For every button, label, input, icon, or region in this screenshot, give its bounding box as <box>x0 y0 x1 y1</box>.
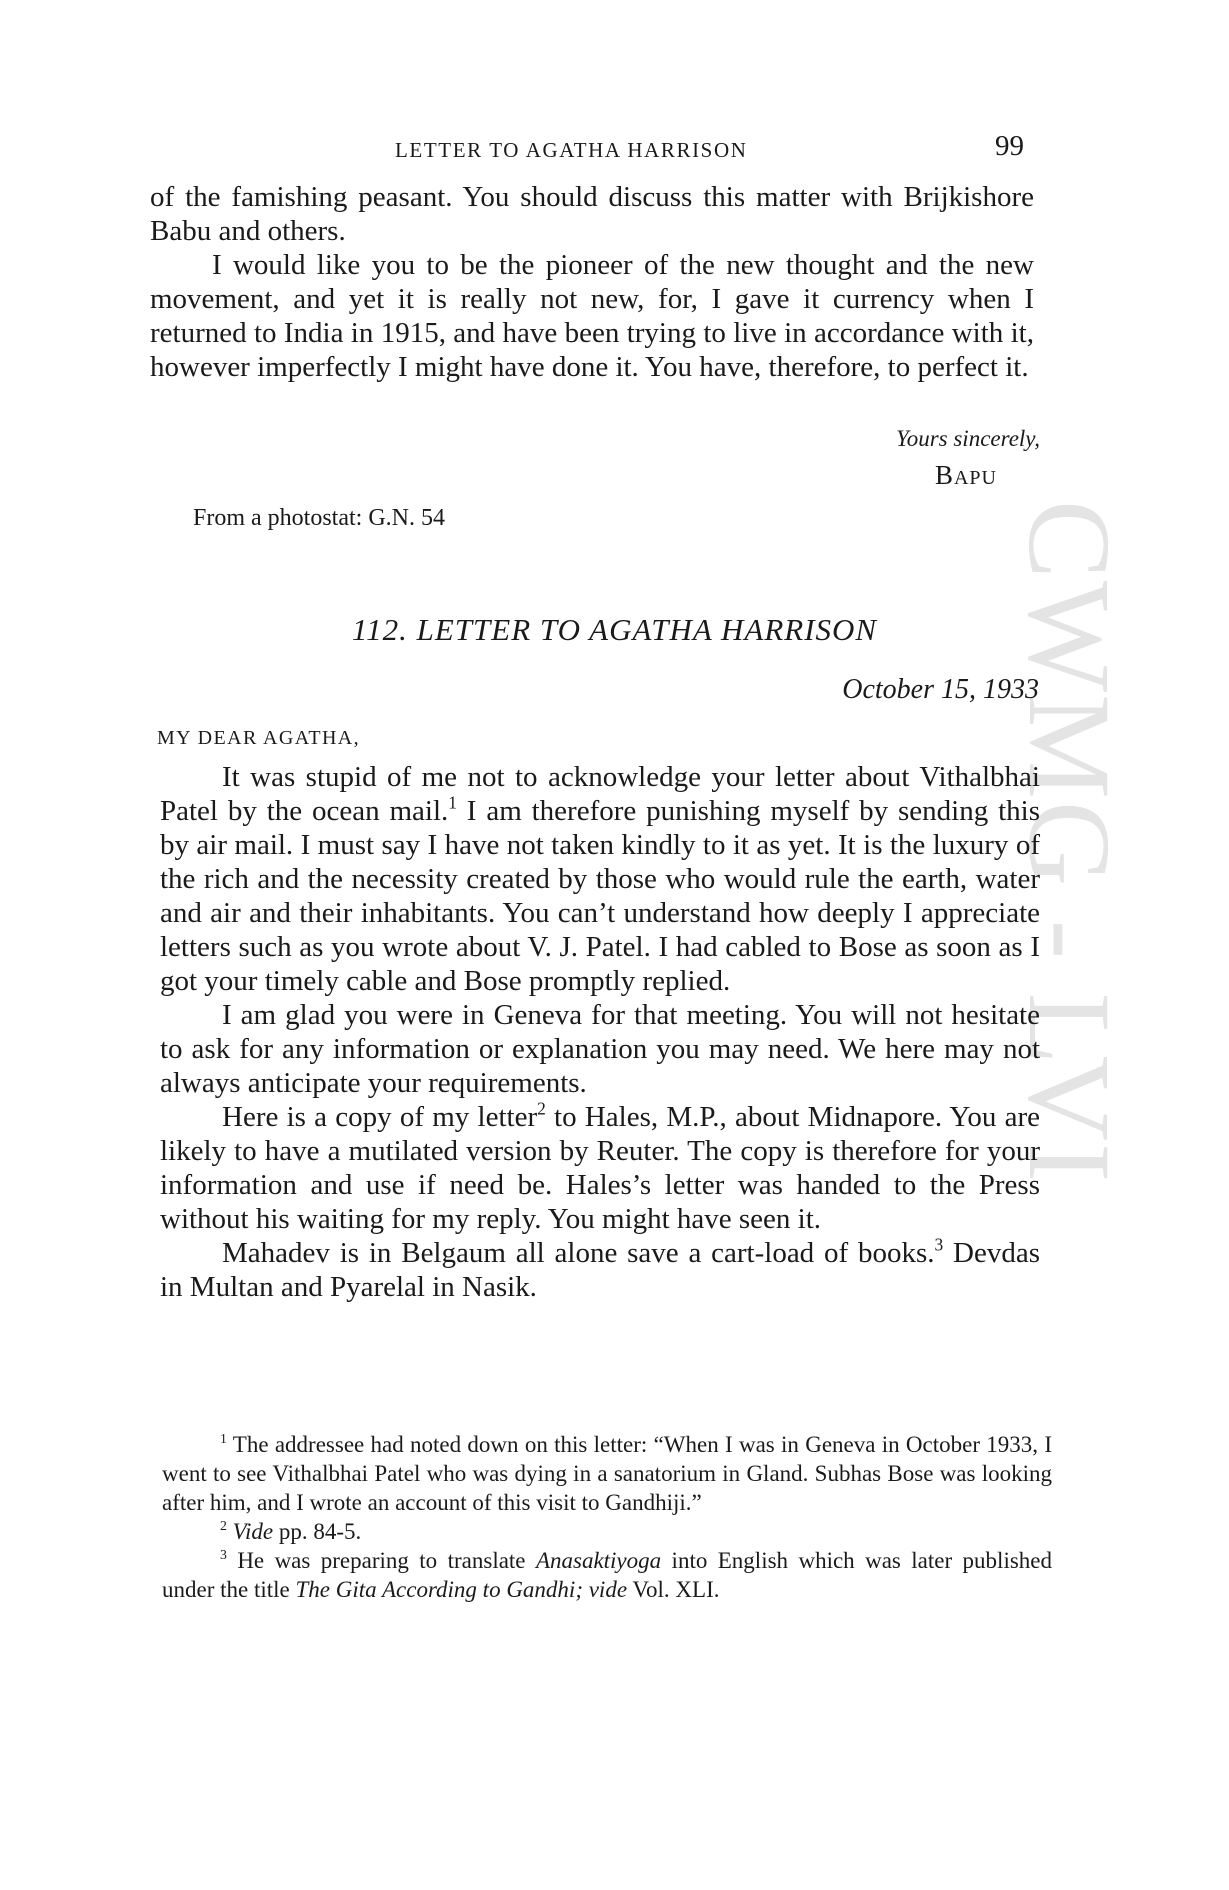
paragraph: Mahadev is in Belgaum all alone save a cart-load of books.$^3$ Devdas in Multan and Pyarelal in Nasik. <box>160 1234 1040 1303</box>
letter-heading: 112. LETTER TO AGATHA HARRISON <box>351 612 878 647</box>
closing: Yours sincerely, <box>896 426 1040 451</box>
signature <box>935 460 997 491</box>
footnote-ref: 2 <box>537 1098 546 1119</box>
paragraph: of the famishing peasant. You should discuss this matter with Brijkishore Babu and others. <box>150 181 1034 247</box>
footnote: $^3$ He was preparing to translate Anasaktiyoga into English which was later published under the title The Gita According to Gandhi; vide Vol. XLI. <box>162 1547 1052 1602</box>
letter-body <box>160 760 1040 1304</box>
paragraph: I am glad you were in Geneva for that meeting. You will not hesitate to ask for any information or explanation you may need. We here may not always anticipate your requirements. <box>160 999 1040 1099</box>
salutation: MY DEAR AGATHA, <box>157 727 361 749</box>
watermark: CWMG - LVI <box>1004 500 1135 1185</box>
signature-rest: APU <box>953 467 997 489</box>
footnote-number: 2 <box>220 1518 227 1534</box>
source-note: From a photostat: G.N. 54 <box>193 505 445 531</box>
letter-date: October 15, 1933 <box>842 674 1039 705</box>
footnote: $^1$ The addressee had noted down on this letter: “When I was in Geneva in October 1933, I went to see Vithalbhai Patel who was dying in a sanatorium in Gland. Subhas Bose was looking after him, and I wrote an account of this visit to Gandhiji.” <box>162 1431 1052 1515</box>
paragraph: It was stupid of me not to acknowledge your letter about Vithalbhai Patel by the ocean mail.$^1$ I am therefore punishing myself by sending this by air mail. I must say I have not taken kindly to it as yet. It is the luxury of the rich and the necessity created by those who would rule the earth, water and air and their inhabitants. You can’t understand how deeply I appreciate letters such as you wrote about V. J. Patel. I had cabled to Bose as soon as I got your timely cable and Bose promptly replied. <box>160 761 1040 997</box>
footnote-ref: 1 <box>448 792 457 813</box>
signature-initial: B <box>934 460 954 490</box>
footnote-number: 1 <box>220 1431 227 1447</box>
previous-letter-text <box>150 180 1034 384</box>
paragraph: I would like you to be the pioneer of the new thought and the new movement, and yet it is really not new, for, I gave it currency when I returned to India in 1915, and have been trying to live in accordance with it, however imperfectly I might have done it. You have, therefore, to perfect it. <box>150 249 1034 383</box>
running-head <box>150 130 1040 170</box>
page-number: 99 <box>995 130 1024 162</box>
footnote-ref: 3 <box>934 1234 944 1255</box>
footnote: $^2$ Vide pp. 84-5. <box>220 1518 362 1544</box>
paragraph: Here is a copy of my letter$^2$ to Hales, M.P., about Midnapore. You are likely to have a mutilated version by Reuter. The copy is therefore for your information and use if need be. Hales’s letter was handed to the Press without his waiting for my reply. You might have seen it. <box>160 1098 1040 1235</box>
footnotes <box>162 1430 1052 1604</box>
footnote-number: 3 <box>220 1547 227 1563</box>
running-head-title: LETTER TO AGATHA HARRISON <box>395 138 748 162</box>
